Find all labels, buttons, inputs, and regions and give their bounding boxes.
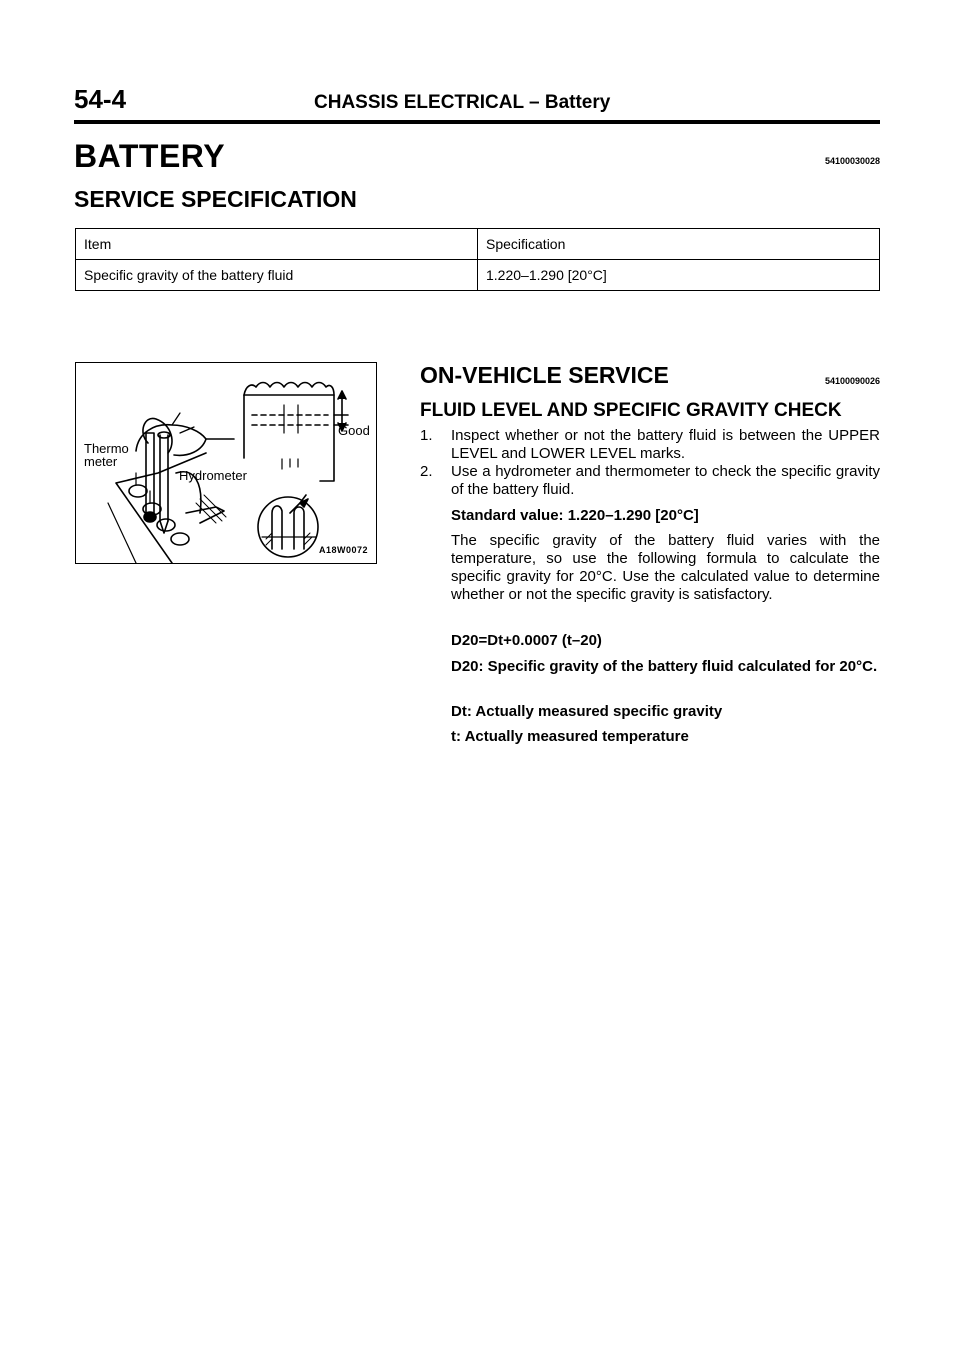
definition-d20: D20: Specific gravity of the battery fluid calculated for 20°C. [451, 658, 878, 675]
step-text: Use a hydrometer and thermometer to check the specific gravity of the battery fluid. [451, 463, 880, 498]
thermometer-label-2: meter [84, 454, 118, 469]
on-vehicle-code: 54100090026 [824, 376, 880, 386]
definition-dt: Dt: Actually measured specific gravity [451, 703, 723, 720]
good-level-label: Good [338, 423, 370, 438]
step-text: Inspect whether or not the battery fluid is between the UPPER LEVEL and LOWER LEVEL marks. [451, 427, 880, 462]
page-number: 54-4 [74, 84, 127, 114]
hydrometer-label: Hydrometer [179, 468, 247, 483]
check-steps [420, 427, 880, 499]
temperature-paragraph: The specific gravity of the battery fluid varies with the temperature, so use the following formula to calculate the specific gravity for 20°C. Use the calculated value to determine whether or not the specific gravity is satisfactory. [451, 532, 880, 603]
fluid-check-title: FLUID LEVEL AND SPECIFIC GRAVITY CHECK [420, 400, 842, 421]
formula: D20=Dt+0.0007 (t–20) [451, 632, 602, 649]
list-item [420, 463, 880, 499]
page-header-title: CHASSIS ELECTRICAL – Battery [314, 92, 611, 113]
figure-code: A18W0072 [318, 545, 368, 555]
step-number: 1. [420, 427, 433, 444]
header-divider [74, 120, 880, 124]
spec-cell-value: 1.220–1.290 [20°C] [478, 260, 880, 291]
spec-cell-item: Specific gravity of the battery fluid [76, 260, 478, 291]
definition-t: t: Actually measured temperature [451, 728, 689, 745]
battery-illustration [76, 363, 377, 564]
spec-table [75, 228, 880, 291]
battery-check-figure [75, 362, 377, 564]
section-title: BATTERY [74, 138, 226, 174]
section-subtitle: SERVICE SPECIFICATION [74, 186, 357, 212]
on-vehicle-title: ON-VEHICLE SERVICE [420, 362, 669, 388]
spec-table-header-row [76, 229, 880, 260]
list-item [420, 427, 880, 463]
section-code: 54100030028 [824, 156, 880, 166]
step-number: 2. [420, 463, 433, 480]
thermometer-label: Thermo [84, 441, 129, 456]
spec-header-item: Item [76, 229, 478, 260]
spec-header-specification: Specification [478, 229, 880, 260]
table-row [76, 260, 880, 291]
standard-value: Standard value: 1.220–1.290 [20°C] [451, 507, 699, 524]
